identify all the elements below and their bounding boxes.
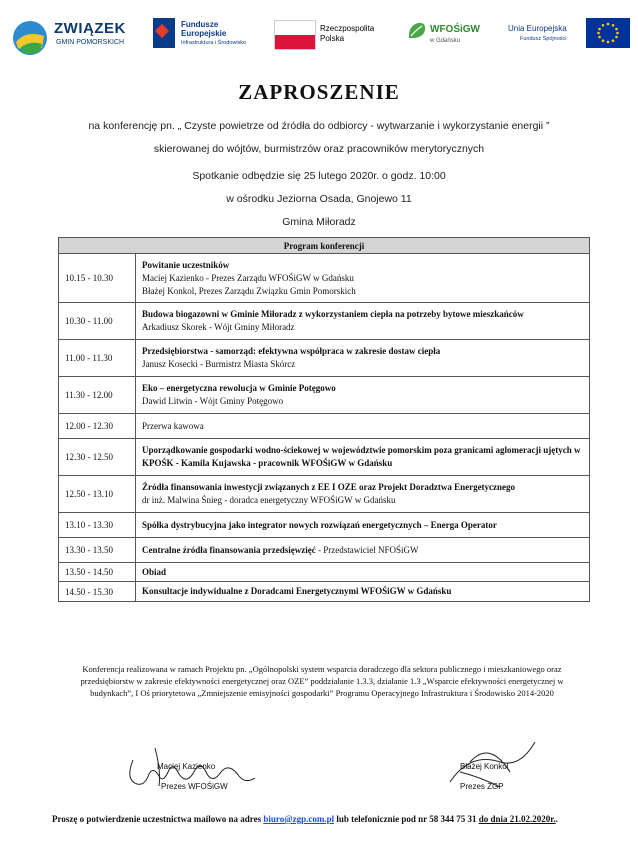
rsvp-note: Proszę o potwierdzenie uczestnictwa mailowo na adres biuro@zgp.com.pl lub telefonicznie pod nr 58 344 75 31 do dnia 21.02.2020r.. <box>52 814 558 824</box>
unia-europejska-logo <box>508 14 633 64</box>
zgp-emblem-icon <box>12 18 48 58</box>
program-time: 12.00 - 12.30 <box>59 414 136 439</box>
wfosigw-logo-line1: WFOŚiGW <box>430 24 480 35</box>
program-item-title: Spółka dystrybucyjna jako integrator nowych rozwiązań energetycznych – Energa Operator <box>142 519 497 530</box>
rp-logo-line2: Polska <box>320 34 345 43</box>
program-item-title: Źródła finansowania inwestycji związanych z EE I OZE oraz Projekt Doradztwa Energetycznego <box>142 482 516 492</box>
program-item-detail: Janusz Kosecki - Burmistrz Miasta Skórcz <box>142 359 296 369</box>
zgp-logo-line1: ZWIĄZEK <box>54 20 126 37</box>
program-item-detail: Dawid Litwin - Wójt Gminy Potęgowo <box>142 396 284 406</box>
program-item <box>136 439 590 476</box>
wfosigw-logo-line2: w Gdańsku <box>430 38 461 44</box>
program-item-title: Konsultacje indywidualne z Doradcami Energetycznymi WFOŚiGW w Gdańsku <box>142 586 452 596</box>
signature-right-name: Błażej Konkol <box>460 762 509 771</box>
program-time: 10.30 - 11.00 <box>59 303 136 340</box>
wfosigw-logo <box>406 14 496 64</box>
signature-left-name: Maciej Kazienko <box>157 762 216 771</box>
program-item <box>136 513 590 538</box>
program-time: 13.50 - 14.50 <box>59 563 136 582</box>
program-item-title: Uporządkowanie gospodarki wodno-ściekowej w województwie pomorskim poza granicami aglomeracji ujętych w KPOŚK - Kamila Kujawska - pracownik WFOŚiGW w Gdańsku <box>142 445 581 468</box>
footnote-text: Konferencja realizowana w ramach Projektu pn. „Ogólnopolski system wsparcia doradczego dla sektora publicznego i mieszkaniowego oraz przedsiębiorstw w zakresie efektywności energetycznej oraz OZE” poddziałanie 1.3.3, działanie 1.3 „Wsparcie efektywności energetycznej w budynkach”, I Oś priorytetowa „Zmniejszenie emisyjności gospodarki” Programu Operacyjnego Infrastruktura i Środowisko 2014-2020 <box>80 664 564 698</box>
program-heading: Program konferencji <box>59 238 590 254</box>
program-item-detail: Błażej Konkol, Prezes Zarządu Związku Gmin Pomorskich <box>142 285 356 296</box>
program-item <box>136 340 590 377</box>
rsvp-text: Proszę o potwierdzenie uczestnictwa mailowo na adres <box>52 814 264 824</box>
eu-flag-icon <box>586 18 630 48</box>
table-row <box>59 513 590 538</box>
fe-emblem-icon <box>153 18 175 48</box>
table-row <box>59 476 590 513</box>
leaf-icon <box>406 20 428 42</box>
signature-right-role: Prezes ZGP <box>460 782 504 791</box>
fe-logo-line2: Europejskie <box>181 29 227 38</box>
program-item-title: Powitanie uczestników <box>142 259 230 270</box>
date-time-line: Spotkanie odbędzie się 25 lutego 2020r. o godz. 10:00 <box>192 170 446 182</box>
program-time: 12.50 - 13.10 <box>59 476 136 513</box>
ue-logo-line2: Fundusz Spójności <box>520 36 567 42</box>
program-item <box>136 254 590 303</box>
program-time: 13.30 - 13.50 <box>59 538 136 563</box>
table-row <box>59 254 590 303</box>
ue-logo-line1: Unia Europejska <box>508 24 567 33</box>
table-row <box>59 582 590 602</box>
audience-line: skierowanej do wójtów, burmistrzów oraz pracowników merytorycznych <box>153 143 485 155</box>
rzeczpospolita-polska-logo <box>274 14 384 64</box>
program-table <box>58 237 590 602</box>
program-item-detail: Arkadiusz Skorek - Wójt Gminy Miłoradz <box>142 322 295 332</box>
zgp-logo-line2: GMIN POMORSKICH <box>56 39 125 46</box>
conference-name: na konferencję pn. „ Czyste powietrze od źródła do odbiorcy - wytwarzanie i wykorzystanie energii ” <box>88 120 550 132</box>
program-item <box>136 538 590 563</box>
program-item-title: Przedsiębiorstwa - samorząd: efektywna współpraca w zakresie dostaw ciepła <box>142 346 441 356</box>
program-item-detail: - Przedstawiciel NFOŚiGW <box>315 544 419 555</box>
rsvp-deadline: do dnia 21.02.2020r. <box>478 814 556 824</box>
logo-bar <box>10 14 630 64</box>
rsvp-email-link[interactable]: biuro@zgp.com.pl <box>263 814 335 824</box>
program-time: 10.15 - 10.30 <box>59 254 136 303</box>
fundusze-europejskie-logo <box>153 14 263 64</box>
table-row <box>59 414 590 439</box>
fe-logo-line3: Infrastruktura i Środowisko <box>181 40 247 46</box>
program-item <box>136 414 590 439</box>
rp-logo-line1: Rzeczpospolita <box>320 24 375 33</box>
program-item-detail: dr inż. Malwina Śnieg - doradca energetyczny WFOŚiGW w Gdańsku <box>142 495 396 505</box>
program-time: 11.30 - 12.00 <box>59 377 136 414</box>
program-time: 12.30 - 12.50 <box>59 439 136 476</box>
document-title: ZAPROSZENIE <box>238 80 400 104</box>
program-item <box>136 582 590 602</box>
table-row <box>59 303 590 340</box>
program-item <box>136 563 590 582</box>
program-time: 11.00 - 11.30 <box>59 340 136 377</box>
table-row <box>59 377 590 414</box>
program-item-title: Obiad <box>142 566 167 577</box>
program-item-title: Centralne źródła finansowania przedsięwzięć <box>142 544 316 555</box>
municipality-line: Gmina Miłoradz <box>282 216 356 228</box>
program-time: 13.10 - 13.30 <box>59 513 136 538</box>
venue-line: w ośrodku Jeziorna Osada, Gnojewo 11 <box>226 193 412 205</box>
program-item <box>136 377 590 414</box>
table-row <box>59 563 590 582</box>
fe-logo-line1: Fundusze <box>181 20 219 29</box>
program-item-detail: Przerwa kawowa <box>142 420 204 431</box>
signature-left-role: Prezes WFOŚiGW <box>161 782 228 791</box>
rsvp-phone-text: lub telefonicznie pod nr 58 344 75 31 <box>334 814 479 824</box>
zgp-logo <box>10 14 130 64</box>
program-time: 14.50 - 15.30 <box>59 582 136 602</box>
table-row <box>59 340 590 377</box>
table-row <box>59 439 590 476</box>
program-item <box>136 476 590 513</box>
program-item <box>136 303 590 340</box>
polish-flag-icon <box>274 20 316 50</box>
program-item-title: Eko – energetyczna rewolucja w Gminie Potęgowo <box>142 383 336 393</box>
table-row <box>59 538 590 563</box>
program-item-detail: Maciej Kazienko - Prezes Zarządu WFOŚiGW w Gdańsku <box>142 272 354 283</box>
project-footnote <box>62 663 582 699</box>
program-item-title: Budowa biogazowni w Gminie Miłoradz z wykorzystaniem ciepła na potrzeby bytowe mieszkańców <box>142 309 524 319</box>
